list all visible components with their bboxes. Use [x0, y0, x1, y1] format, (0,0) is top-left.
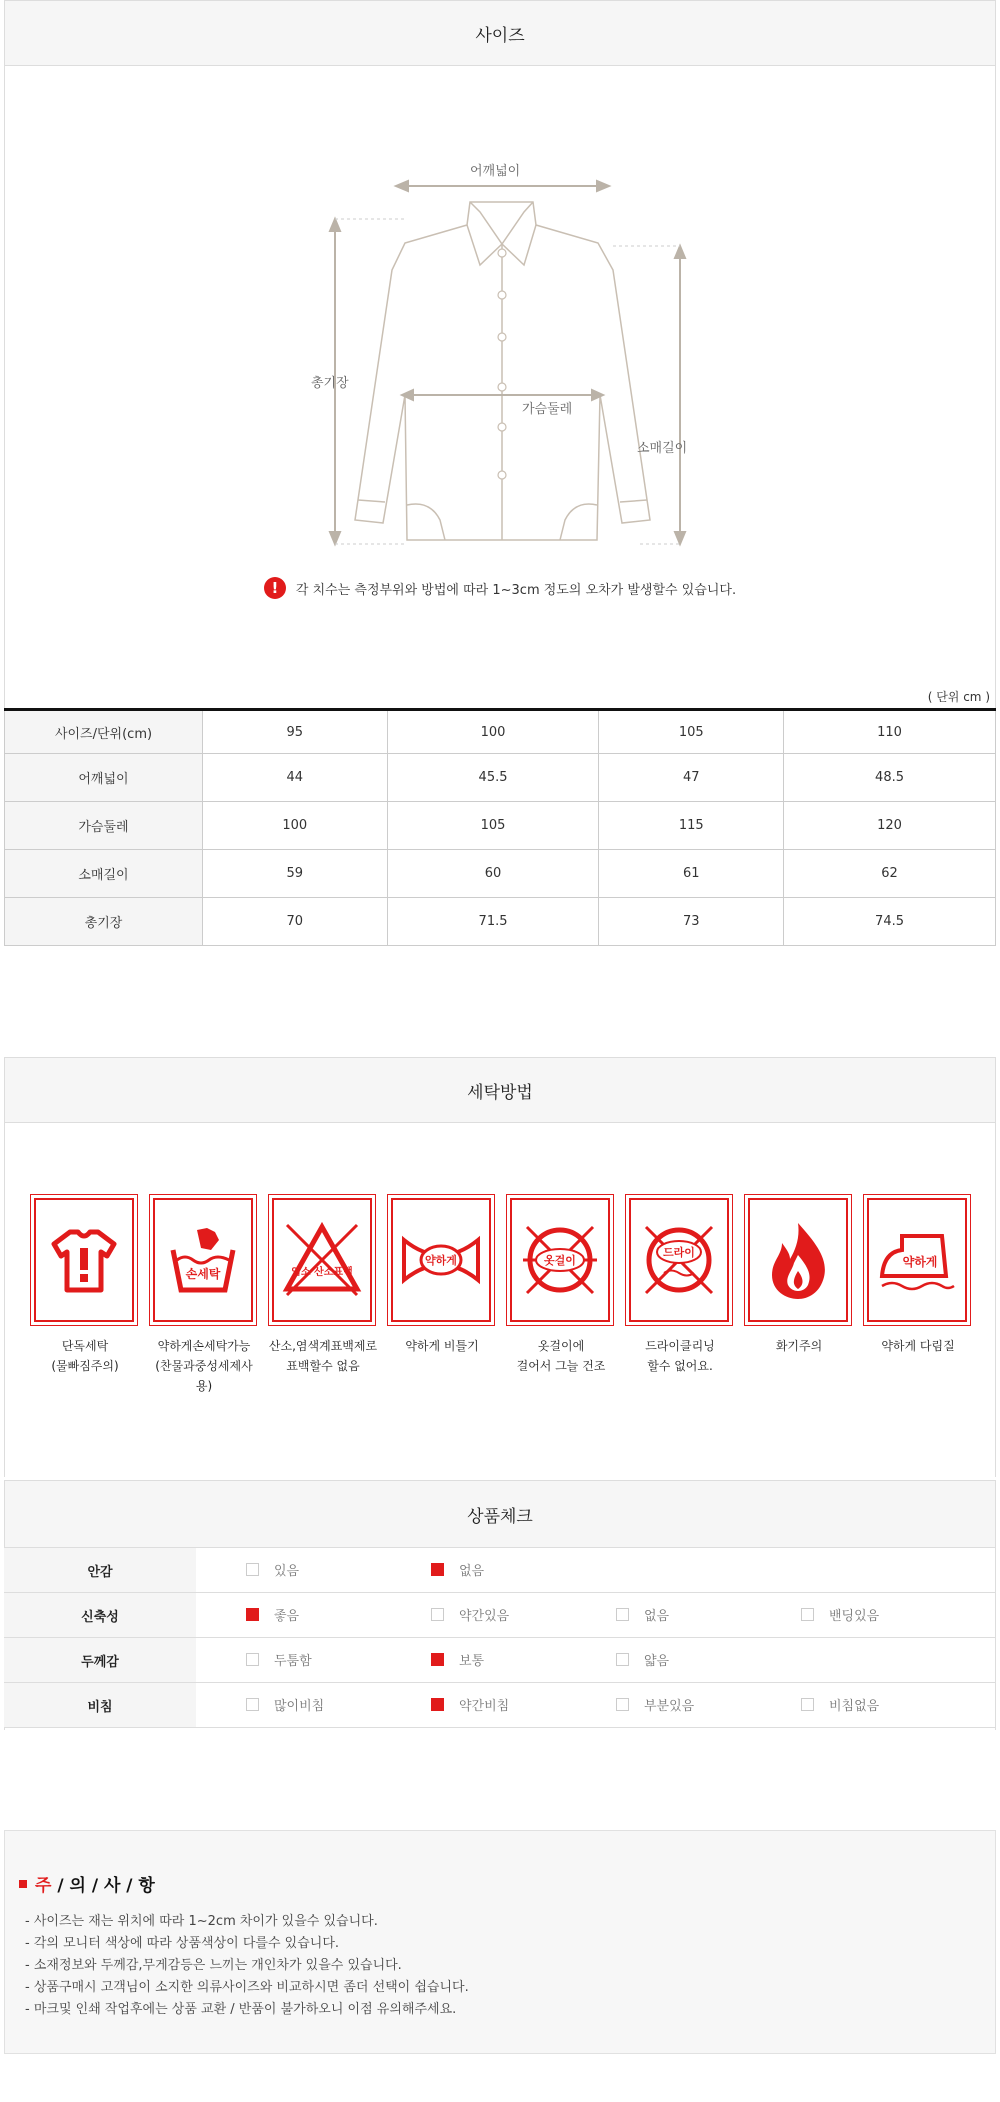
wash-item [744, 1194, 854, 1396]
hand-wash-icon [163, 1220, 243, 1300]
size-table [4, 708, 996, 946]
wash-item [506, 1194, 616, 1396]
check-option [431, 1605, 616, 1624]
wash-caption-line2: (물빠짐주의) [51, 1359, 119, 1373]
size-section-title: 사이즈 [475, 25, 525, 46]
checkbox-checked-icon [246, 1608, 259, 1621]
check-option-label: 약간비침 [459, 1699, 510, 1714]
warning-icon: ! [264, 577, 286, 599]
check-option [431, 1695, 616, 1714]
check-row [4, 1683, 996, 1728]
unit-label: ( 단위 cm ) [927, 690, 990, 704]
checkbox-icon [616, 1653, 629, 1666]
checkbox-checked-icon [431, 1563, 444, 1576]
check-option [246, 1695, 431, 1714]
tshirt-exclamation-icon [44, 1220, 124, 1300]
check-option-label: 많이비침 [274, 1699, 325, 1714]
size-row [5, 754, 996, 802]
wash-caption-line2: 할수 없어요. [647, 1359, 713, 1373]
check-option [246, 1605, 431, 1624]
wash-item [387, 1194, 497, 1396]
size-cell: 105 [387, 802, 599, 850]
checkbox-icon [246, 1563, 259, 1576]
size-row [5, 850, 996, 898]
wash-symbol-text: 손세탁 [185, 1267, 221, 1281]
size-header-cell: 110 [784, 710, 996, 754]
note-item: - 사이즈는 재는 위치에 따라 1~2cm 차이가 있을수 있습니다. [25, 1914, 378, 1929]
check-row [4, 1548, 996, 1593]
size-cell: 59 [203, 850, 388, 898]
checkbox-icon [246, 1698, 259, 1711]
wash-symbol-text: 약하게 [425, 1254, 457, 1267]
low-iron-icon [872, 1220, 962, 1300]
checkbox-icon [616, 1698, 629, 1711]
check-option [431, 1560, 616, 1579]
check-option [246, 1650, 431, 1669]
check-option [616, 1650, 801, 1669]
wash-section-title: 세탁방법 [467, 1082, 533, 1103]
checkbox-icon [246, 1653, 259, 1666]
wash-item [30, 1194, 140, 1396]
size-cell: 73 [599, 898, 784, 946]
size-row-label: 총기장 [5, 898, 203, 946]
size-cell: 60 [387, 850, 599, 898]
check-option-label: 부분있음 [644, 1699, 695, 1714]
size-cell: 44 [203, 754, 388, 802]
size-cell: 45.5 [387, 754, 599, 802]
total-length-label: 총기장 [311, 376, 349, 391]
wash-caption-line2: 걸어서 그늘 건조 [516, 1359, 606, 1373]
size-cell: 47 [599, 754, 784, 802]
check-option-label: 비침없음 [829, 1699, 880, 1714]
chest-label: 가슴둘레 [522, 402, 573, 417]
size-header-cell: 105 [599, 710, 784, 754]
notes-title-rest: / 의 / 사 / 항 [51, 1876, 155, 1896]
size-cell: 61 [599, 850, 784, 898]
size-cell: 74.5 [784, 898, 996, 946]
check-option-label: 있음 [274, 1564, 300, 1579]
check-option-label: 약간있음 [459, 1609, 510, 1624]
size-cell: 70 [203, 898, 388, 946]
wash-caption-line1: 약하게 다림질 [881, 1339, 955, 1353]
check-option-label: 두툼함 [274, 1654, 312, 1669]
size-row-label: 가슴둘레 [5, 802, 203, 850]
wash-icon-list [30, 1194, 973, 1396]
checkbox-checked-icon [431, 1698, 444, 1711]
wash-caption-line1: 단독세탁 [61, 1339, 109, 1353]
measurement-warning [0, 577, 1000, 599]
wash-caption-line1: 옷걸이에 [537, 1339, 585, 1353]
no-bleach-icon [277, 1215, 367, 1305]
check-option-label: 밴딩있음 [829, 1609, 880, 1624]
check-row-label: 안감 [4, 1548, 196, 1593]
check-option [431, 1650, 616, 1669]
warning-text: 각 치수는 측정부위와 방법에 따라 1~3cm 정도의 오차가 발생할수 있습니다. [295, 582, 737, 598]
bullet-square-icon [19, 1880, 27, 1888]
note-item: - 마크및 인쇄 작업후에는 상품 교환 / 반품이 불가하오니 이점 유의해주세요. [25, 2002, 457, 2017]
size-cell: 100 [203, 802, 388, 850]
wash-symbol-text: 약하게 [902, 1255, 938, 1269]
size-row-label: 소매길이 [5, 850, 203, 898]
product-check-table [4, 1548, 996, 1728]
size-cell: 71.5 [387, 898, 599, 946]
wash-caption-line1: 드라이클리닝 [645, 1339, 715, 1353]
check-option-label: 없음 [644, 1609, 670, 1624]
wash-symbol-text: 드라이 [663, 1246, 695, 1259]
size-header-cell: 100 [387, 710, 599, 754]
size-header-row [5, 710, 996, 754]
wash-caption-line1: 산소,염색계표백제로 [268, 1339, 378, 1353]
checkbox-icon [431, 1608, 444, 1621]
wash-section-header [4, 1057, 996, 1123]
wash-item [268, 1194, 378, 1396]
check-section-title: 상품체크 [467, 1506, 533, 1527]
checkbox-checked-icon [431, 1653, 444, 1666]
check-row-label: 신축성 [4, 1593, 196, 1638]
check-row [4, 1638, 996, 1683]
checkbox-icon [616, 1608, 629, 1621]
check-row-label: 두께감 [4, 1638, 196, 1683]
shirt-size-diagram [300, 150, 700, 550]
size-row [5, 898, 996, 946]
wash-caption-line1: 약하게손세탁가능 [157, 1339, 251, 1353]
note-item: - 각의 모니터 색상에 따라 상품색상이 다를수 있습니다. [25, 1936, 340, 1951]
size-cell: 120 [784, 802, 996, 850]
wash-item [863, 1194, 973, 1396]
check-option [801, 1695, 879, 1714]
checkbox-icon [801, 1698, 814, 1711]
size-header-cell: 사이즈/단위(cm) [5, 710, 203, 754]
no-dry-clean-icon [634, 1215, 724, 1305]
notes-title-accent: 주 [35, 1876, 52, 1896]
wash-item [625, 1194, 735, 1396]
sleeve-label: 소매길이 [637, 441, 688, 456]
check-option-label: 좋음 [274, 1609, 300, 1624]
notes-panel [4, 1830, 996, 2054]
notes-list [25, 1911, 469, 2021]
hang-dry-shade-icon [515, 1215, 605, 1305]
checkbox-icon [801, 1608, 814, 1621]
check-option [801, 1605, 879, 1624]
wash-symbol-text: 옷걸이 [544, 1254, 576, 1267]
gentle-wring-icon [396, 1230, 486, 1290]
check-option [616, 1605, 801, 1624]
size-row [5, 802, 996, 850]
check-row-label: 비침 [4, 1683, 196, 1728]
wash-item [149, 1194, 259, 1396]
shoulder-label: 어깨넓이 [470, 164, 521, 179]
note-item: - 소재정보와 두께감,무게감등은 느끼는 개인차가 있을수 있습니다. [25, 1958, 402, 1973]
size-cell: 115 [599, 802, 784, 850]
check-option [616, 1695, 801, 1714]
check-option [246, 1560, 431, 1579]
wash-caption-line1: 약하게 비틀기 [405, 1339, 479, 1353]
size-section-header [4, 0, 996, 66]
note-item: - 상품구매시 고객님이 소지한 의류사이즈와 비교하시면 좀더 선택이 쉽습니다. [25, 1980, 469, 1995]
wash-caption-line1: 화기주의 [775, 1339, 823, 1353]
check-row [4, 1593, 996, 1638]
check-option-label: 보통 [459, 1654, 485, 1669]
check-section-header [4, 1480, 996, 1548]
wash-caption-line2: 표백할수 없음 [286, 1359, 360, 1373]
size-row-label: 어깨넓이 [5, 754, 203, 802]
fire-caution-icon [758, 1215, 838, 1305]
wash-symbol-text: 염소 산소표백 [291, 1267, 353, 1278]
check-option-label: 얇음 [644, 1654, 670, 1669]
check-option-label: 없음 [459, 1564, 485, 1579]
size-cell: 48.5 [784, 754, 996, 802]
size-cell: 62 [784, 850, 996, 898]
notes-title [19, 1871, 155, 1896]
size-header-cell: 95 [203, 710, 388, 754]
wash-caption-line2: (찬물과중성세제사용) [155, 1359, 253, 1393]
